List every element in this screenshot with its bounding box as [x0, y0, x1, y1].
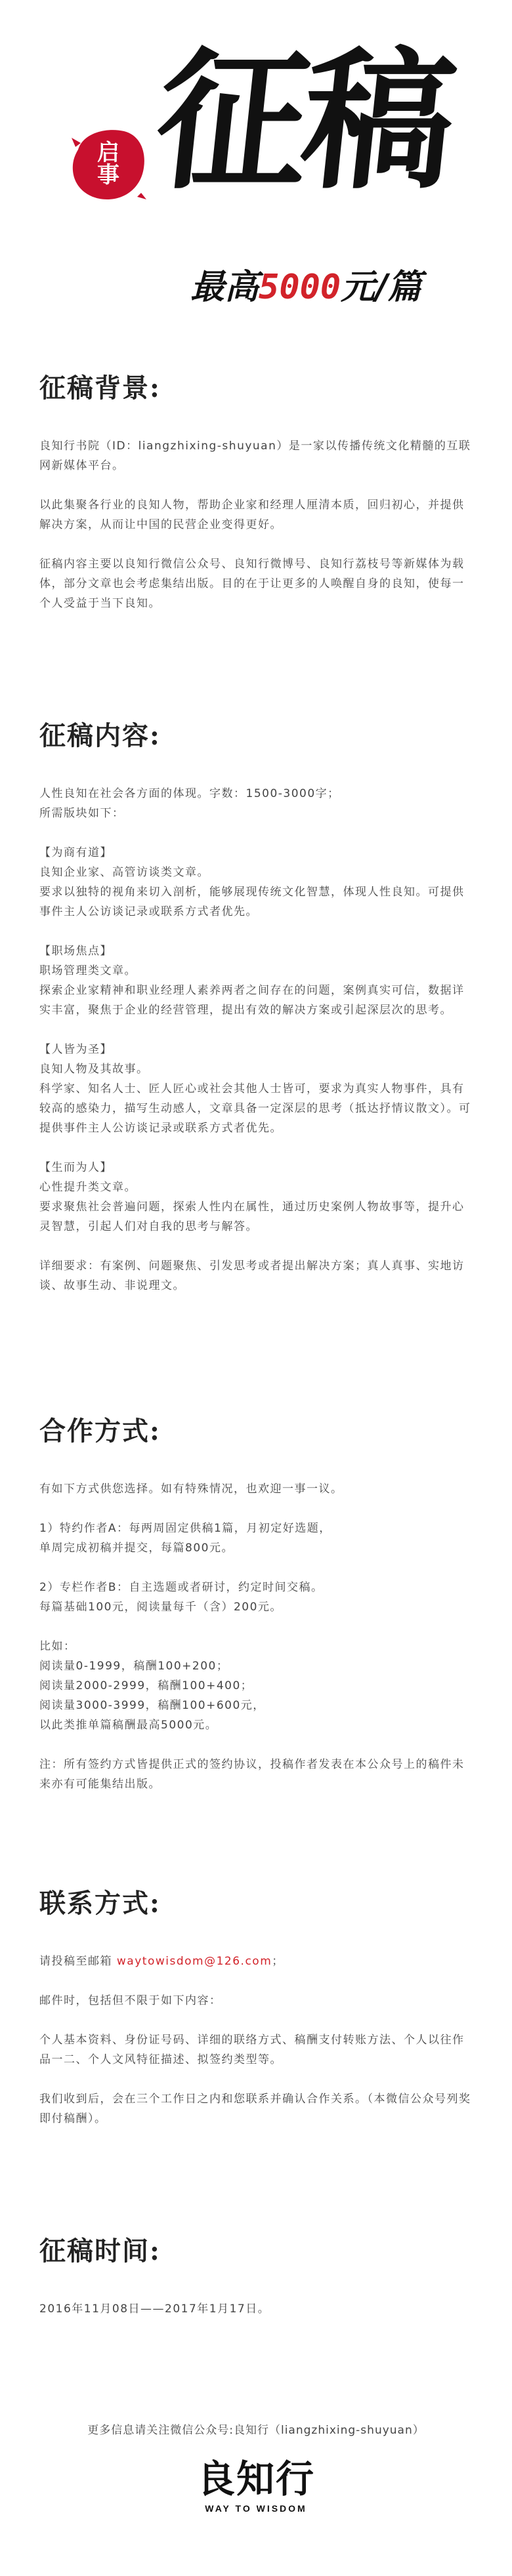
- brand-logo: [0, 2457, 512, 2514]
- example-line: 阅读量2000-2999，稿酬100+400；: [39, 1679, 253, 1692]
- background-paragraph: 征稿内容主要以良知行微信公众号、良知行微博号、良知行荔枝号等新媒体为载体，部分文章也会考虑集结出版。目的在于让更多的人唤醒自身的良知，使每一个人受益于当下良知。: [39, 558, 465, 610]
- mail-content: 个人基本资料、身份证号码、详细的联络方式、稿酬支付转账方法、个人以往作品一二、个人文风特征描述、拟签约类型等。: [39, 2034, 465, 2066]
- period-heading: 征稿时间:: [39, 2236, 161, 2266]
- period-section: [39, 2230, 473, 2319]
- block-line: 要求以独特的视角来切入剖析，能够展现传统文化智慧，体现人性良知。可提供事件主人公访谈记录或联系方式者优先。: [39, 886, 465, 918]
- subtitle-prefix: 最高: [190, 267, 259, 307]
- background-section: [39, 367, 473, 613]
- submit-prefix: 请投稿至邮箱: [39, 1955, 112, 1968]
- hero-banner: [0, 0, 512, 341]
- cooperation-note: 注：所有签约方式皆提供正式的签约协议，投稿作者发表在本公众号上的稿件未来亦有可能集结出版。: [39, 1758, 465, 1791]
- background-heading: 征稿背景:: [39, 373, 161, 403]
- email-link[interactable]: waytowisdom@126.com: [116, 1955, 272, 1968]
- block-line: 探索企业家精神和职业经理人素养两者之间存在的问题，案例真实可信，数据详实丰富，聚焦于企业的经营管理，提出有效的解决方案或引起深层次的思考。: [39, 984, 465, 1017]
- hero-title: 征稿: [148, 33, 459, 210]
- option-line: 2）专栏作者B：自主选题或者研讨，约定时间交稿。: [39, 1581, 324, 1594]
- block-line: 要求聚焦社会普遍问题，探索人性内在属性，通过历史案例人物故事等，提升心灵智慧，引起人们对自我的思考与解答。: [39, 1200, 465, 1233]
- block-line: 科学家、知名人士、匠人匠心或社会其他人士皆可，要求为真实人物事件，具有较高的感染力，描写生动感人，文章具备一定深层的思考（抵达抒情议散文）。可提供事件主人公访谈记录或联系方式者优先。: [39, 1082, 471, 1135]
- block-title: 【职场焦点】: [39, 945, 112, 958]
- example-line: 阅读量0-1999，稿酬100+200；: [39, 1660, 229, 1673]
- block-line: 良知企业家、高管访谈类文章。: [39, 866, 209, 879]
- block-line: 职场管理类文章。: [39, 964, 137, 977]
- subtitle-suffix: 元/篇: [341, 267, 422, 307]
- mail-includes: 邮件时，包括但不限于如下内容：: [39, 1994, 222, 2007]
- cooperation-intro: 有如下方式供您选择。如有特殊情况，也欢迎一事一议。: [39, 1482, 343, 1496]
- block-title: 【人皆为圣】: [39, 1043, 112, 1056]
- logo-en: WAY TO WISDOM: [205, 2503, 307, 2514]
- subtitle-amount: 5000: [259, 268, 341, 307]
- option-line: 每篇基础100元，阅读量每千（含）200元。: [39, 1601, 282, 1614]
- block-line: 心性提升类文章。: [39, 1181, 137, 1194]
- option-line: 单周完成初稿并提交，每篇800元。: [39, 1542, 234, 1555]
- contact-heading: 联系方式:: [39, 1888, 161, 1919]
- submit-suffix: ；: [272, 1955, 284, 1968]
- example-label: 比如：: [39, 1640, 76, 1653]
- seal-char-1: 启: [97, 140, 119, 166]
- example-line: 以此类推单篇稿酬最高5000元。: [39, 1719, 218, 1732]
- period-range: 2016年11月08日——2017年1月17日。: [39, 2302, 270, 2316]
- content-intro: 所需版块如下：: [39, 807, 125, 820]
- cooperation-heading: 合作方式:: [39, 1416, 161, 1446]
- block-line: 良知人物及其故事。: [39, 1063, 149, 1076]
- cooperation-section: [39, 1410, 473, 1794]
- seal-char-2: 事: [97, 162, 119, 188]
- hero-subtitle: [190, 259, 421, 308]
- background-paragraph: 良知行书院（ID：liangzhixing-shuyuan）是一家以传播传统文化精髓的互联网新媒体平台。: [39, 440, 471, 472]
- logo-cn: 良知行: [196, 2457, 315, 2501]
- reply-note: 我们收到后，会在三个工作日之内和您联系并确认合作关系。（本微信公众号列奖即付稿酬）。: [39, 2093, 471, 2125]
- footer-note: 更多信息请关注微信公众号:良知行（liangzhixing-shuyuan）: [87, 2424, 425, 2437]
- content-section: [39, 715, 473, 1296]
- contact-section: [39, 1883, 473, 2129]
- background-paragraph: 以此集聚各行业的良知人物，帮助企业家和经理人厘清本质，回归初心，并提供解决方案，从而让中国的民营企业变得更好。: [39, 499, 465, 531]
- example-line: 阅读量3000-3999，稿酬100+600元，: [39, 1699, 265, 1712]
- block-title: 【为商有道】: [39, 846, 112, 859]
- content-intro: 人性良知在社会各方面的体现。字数：1500-3000字；: [39, 787, 340, 800]
- submit-line: [39, 1952, 473, 1971]
- option-line: 1）特约作者A：每两周固定供稿1篇，月初定好选题，: [39, 1522, 331, 1535]
- content-details: 详细要求：有案例、问题聚焦、引发思考或者提出解决方案；真人真事、实地访谈、故事生动、非说理文。: [39, 1259, 465, 1292]
- seal-stamp: [69, 125, 148, 203]
- block-title: 【生而为人】: [39, 1161, 112, 1174]
- content-heading: 征稿内容:: [39, 720, 161, 751]
